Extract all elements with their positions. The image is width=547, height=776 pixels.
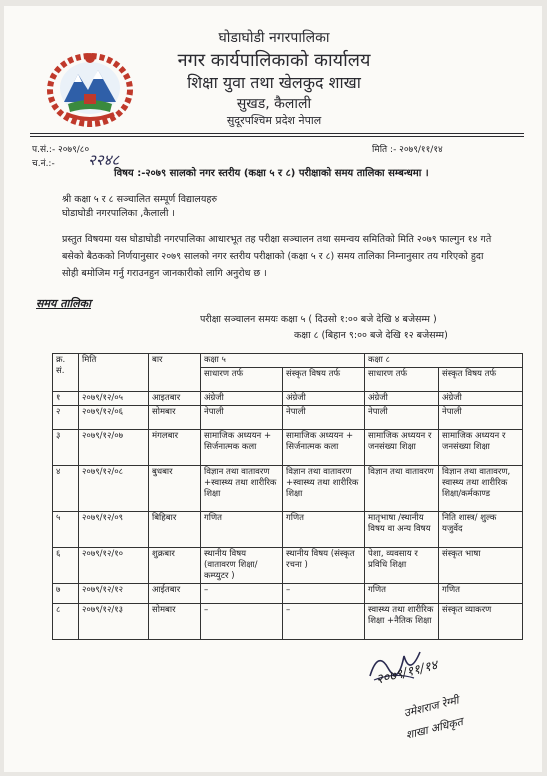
cell-class8-sanskrit: अंग्रेजी [439,392,523,406]
cell-class5-sanskrit: – [283,584,365,604]
cell-date: २०७९/१२/०८ [79,466,149,512]
cell-day: बिहिबार [149,512,201,548]
cell-class8-sanskrit: गणित [439,584,523,604]
exam-time-class5: परीक्षा सञ्चालन समयः कक्षा ५ ( दिउसो १:०० बजे देखि ४ बजेसम्म ) [200,314,437,325]
cell-serial: ५ [53,512,79,548]
section-heading: समय तालिका [36,297,91,310]
cell-date: २०७९/१२/०७ [79,430,149,466]
table-row [53,392,523,406]
cell-class5-general: विज्ञान तथा वातावरण +स्वास्थ्य तथा शारीरिक शिक्षा [201,466,283,512]
letter-body: प्रस्तुत विषयमा यस घोडाघोडी नगरपालिका आधारभूत तह परीक्षा सञ्चालन तथा समन्वय समितिको मिति २०७९ फाल्गुन १४ गते बसेको बैठकको निर्णयानुसार २०७९ सालको नगर स्तरीय परीक्षाको (कक्षा ५ र ८) समय तालिका निम्नानुसार तय गरिएको हुदा सोही बमोजिम गर्नु गराउनहुन जानकारीको लागि अनुरोध छ । [62,234,492,279]
cell-class5-general: नेपाली [201,406,283,430]
header-date: मिति [79,354,149,392]
cell-class8-general: सामाजिक अध्ययन र जनसंख्या शिक्षा [365,430,439,466]
cell-class8-sanskrit: विज्ञान तथा वातावरण, स्वास्थ्य तथा शारीरिक शिक्षा/कर्मकाण्ड [439,466,523,512]
office-location: सुखड, कैलाली [236,96,312,112]
table-row [53,604,523,640]
letter-subject: विषय :-२०७९ सालको नगर स्तरीय (कक्षा ५ र ८) परीक्षाको समय तालिका सम्बन्धमा । [114,168,429,179]
cell-date: २०७९/१२/१३ [79,604,149,640]
table-row [53,466,523,512]
cell-class5-general: सामाजिक अध्ययन + सिर्जनात्मक कला [201,430,283,466]
cell-class5-sanskrit: – [283,604,365,640]
header-divider [30,133,524,134]
cell-serial: ६ [53,548,79,584]
municipality-name: घोडाघोडी नगरपालिका [218,30,330,46]
cell-day: मंगलबार [149,430,201,466]
cell-class5-general: गणित [201,512,283,548]
header-serial: क्र. सं. [53,354,79,392]
cell-class5-sanskrit: गणित [283,512,365,548]
cell-day: सोमबार [149,604,201,640]
cell-class5-general: अंग्रेजी [201,392,283,406]
section-name: शिक्षा युवा तथा खेलकुद शाखा [187,73,361,92]
cell-date: २०७९/१२/०६ [79,406,149,430]
cell-class8-general: विज्ञान तथा वातावरण [365,466,439,512]
header-divider-2 [30,136,524,137]
cell-date: २०७९/१२/०५ [79,392,149,406]
reference-number: प.सं.:- २०७९/८० [32,145,90,155]
cell-class5-general: स्थानीय विषय (वातावरण शिक्षा/कम्प्युटर ) [201,548,283,584]
cell-day: शुक्रबार [149,548,201,584]
cell-day: आइतबार [149,392,201,406]
cell-class8-general: स्वास्थ्य तथा शारीरिक शिक्षा +नैतिक शिक्षा [365,604,439,640]
table-row [53,512,523,548]
cell-serial: ७ [53,584,79,604]
cell-class8-sanskrit: संस्कृत भाषा [439,548,523,584]
cell-class5-sanskrit: अंग्रेजी [283,392,365,406]
signatory-name: उमेशराज रेग्मी [402,693,461,720]
cell-class5-sanskrit: विज्ञान तथा वातावरण +स्वास्थ्य तथा शारीरिक शिक्षा [283,466,365,512]
cell-serial: १ [53,392,79,406]
table-row [53,406,523,430]
exam-schedule-table [52,353,523,640]
header-class8-sanskrit: संस्कृत विषय तर्फ [439,368,523,392]
header-class8-general: साधारण तर्फ [365,368,439,392]
cell-day: सोमबार [149,406,201,430]
header-class5: कक्षा ५ [201,354,365,368]
addressee-line-2: घोडाघोडी नगरपालिका ,कैलाली । [62,208,176,219]
cell-day: बुधबार [149,466,201,512]
cell-day: आईतबार [149,584,201,604]
cell-serial: २ [53,406,79,430]
header-class5-sanskrit: संस्कृत विषय तर्फ [283,368,365,392]
cell-class5-sanskrit: स्थानीय विषय (संस्कृत रचना ) [283,548,365,584]
exam-time-class8: कक्षा ८ (बिहान ९:०० बजे देखि १२ बजेसम्म) [294,330,448,341]
addressee-line-1: श्री कक्षा ५ र ८ सञ्चालित सम्पूर्ण विद्यालयहरु [62,194,218,205]
table-row [53,584,523,604]
cell-date: २०७९/१२/०९ [79,512,149,548]
cell-class5-sanskrit: नेपाली [283,406,365,430]
cell-class8-sanskrit: सामाजिक अध्ययन र जनसंख्या शिक्षा [439,430,523,466]
cell-class8-general: नेपाली [365,406,439,430]
cell-serial: ८ [53,604,79,640]
cell-class5-general: – [201,604,283,640]
letter-page [4,6,542,772]
letter-date: मिति :- २०७९/११/१४ [372,145,443,155]
cell-class8-sanskrit: निति शास्त्र/ शुल्क यजुर्वेद [439,512,523,548]
dispatch-number-label: च.नं.:- [32,159,55,169]
table-row [53,430,523,466]
cell-date: २०७९/१२/१० [79,548,149,584]
cell-class8-general: मातृभाषा /स्थानीय विषय वा अन्य विषय [365,512,439,548]
cell-class5-general: – [201,584,283,604]
header-day: बार [149,354,201,392]
cell-serial: ३ [53,430,79,466]
cell-class8-general: गणित [365,584,439,604]
dispatch-number-handwritten: २२४८ [88,151,120,169]
province-name: सुदूरपश्चिम प्रदेश नेपाल [226,114,322,127]
cell-class8-sanskrit: नेपाली [439,406,523,430]
office-name: नगर कार्यपालिकाको कार्यालय [177,50,371,71]
cell-class5-sanskrit: सामाजिक अध्ययन + सिर्जनात्मक कला [283,430,365,466]
signatory-title: शाखा अधिकृत [404,715,465,742]
cell-class8-general: पेशा, व्यवसाय र प्रविधि शिक्षा [365,548,439,584]
cell-date: २०७९/१२/१२ [79,584,149,604]
nepal-emblem-logo [44,44,136,128]
cell-class8-sanskrit: संस्कृत व्याकरण [439,604,523,640]
header-class5-general: साधारण तर्फ [201,368,283,392]
table-row [53,548,523,584]
cell-class8-general: अंग्रेजी [365,392,439,406]
cell-serial: ४ [53,466,79,512]
signature-date: २०७९/११/१४ [374,657,440,688]
header-class8: कक्षा ८ [365,354,523,368]
